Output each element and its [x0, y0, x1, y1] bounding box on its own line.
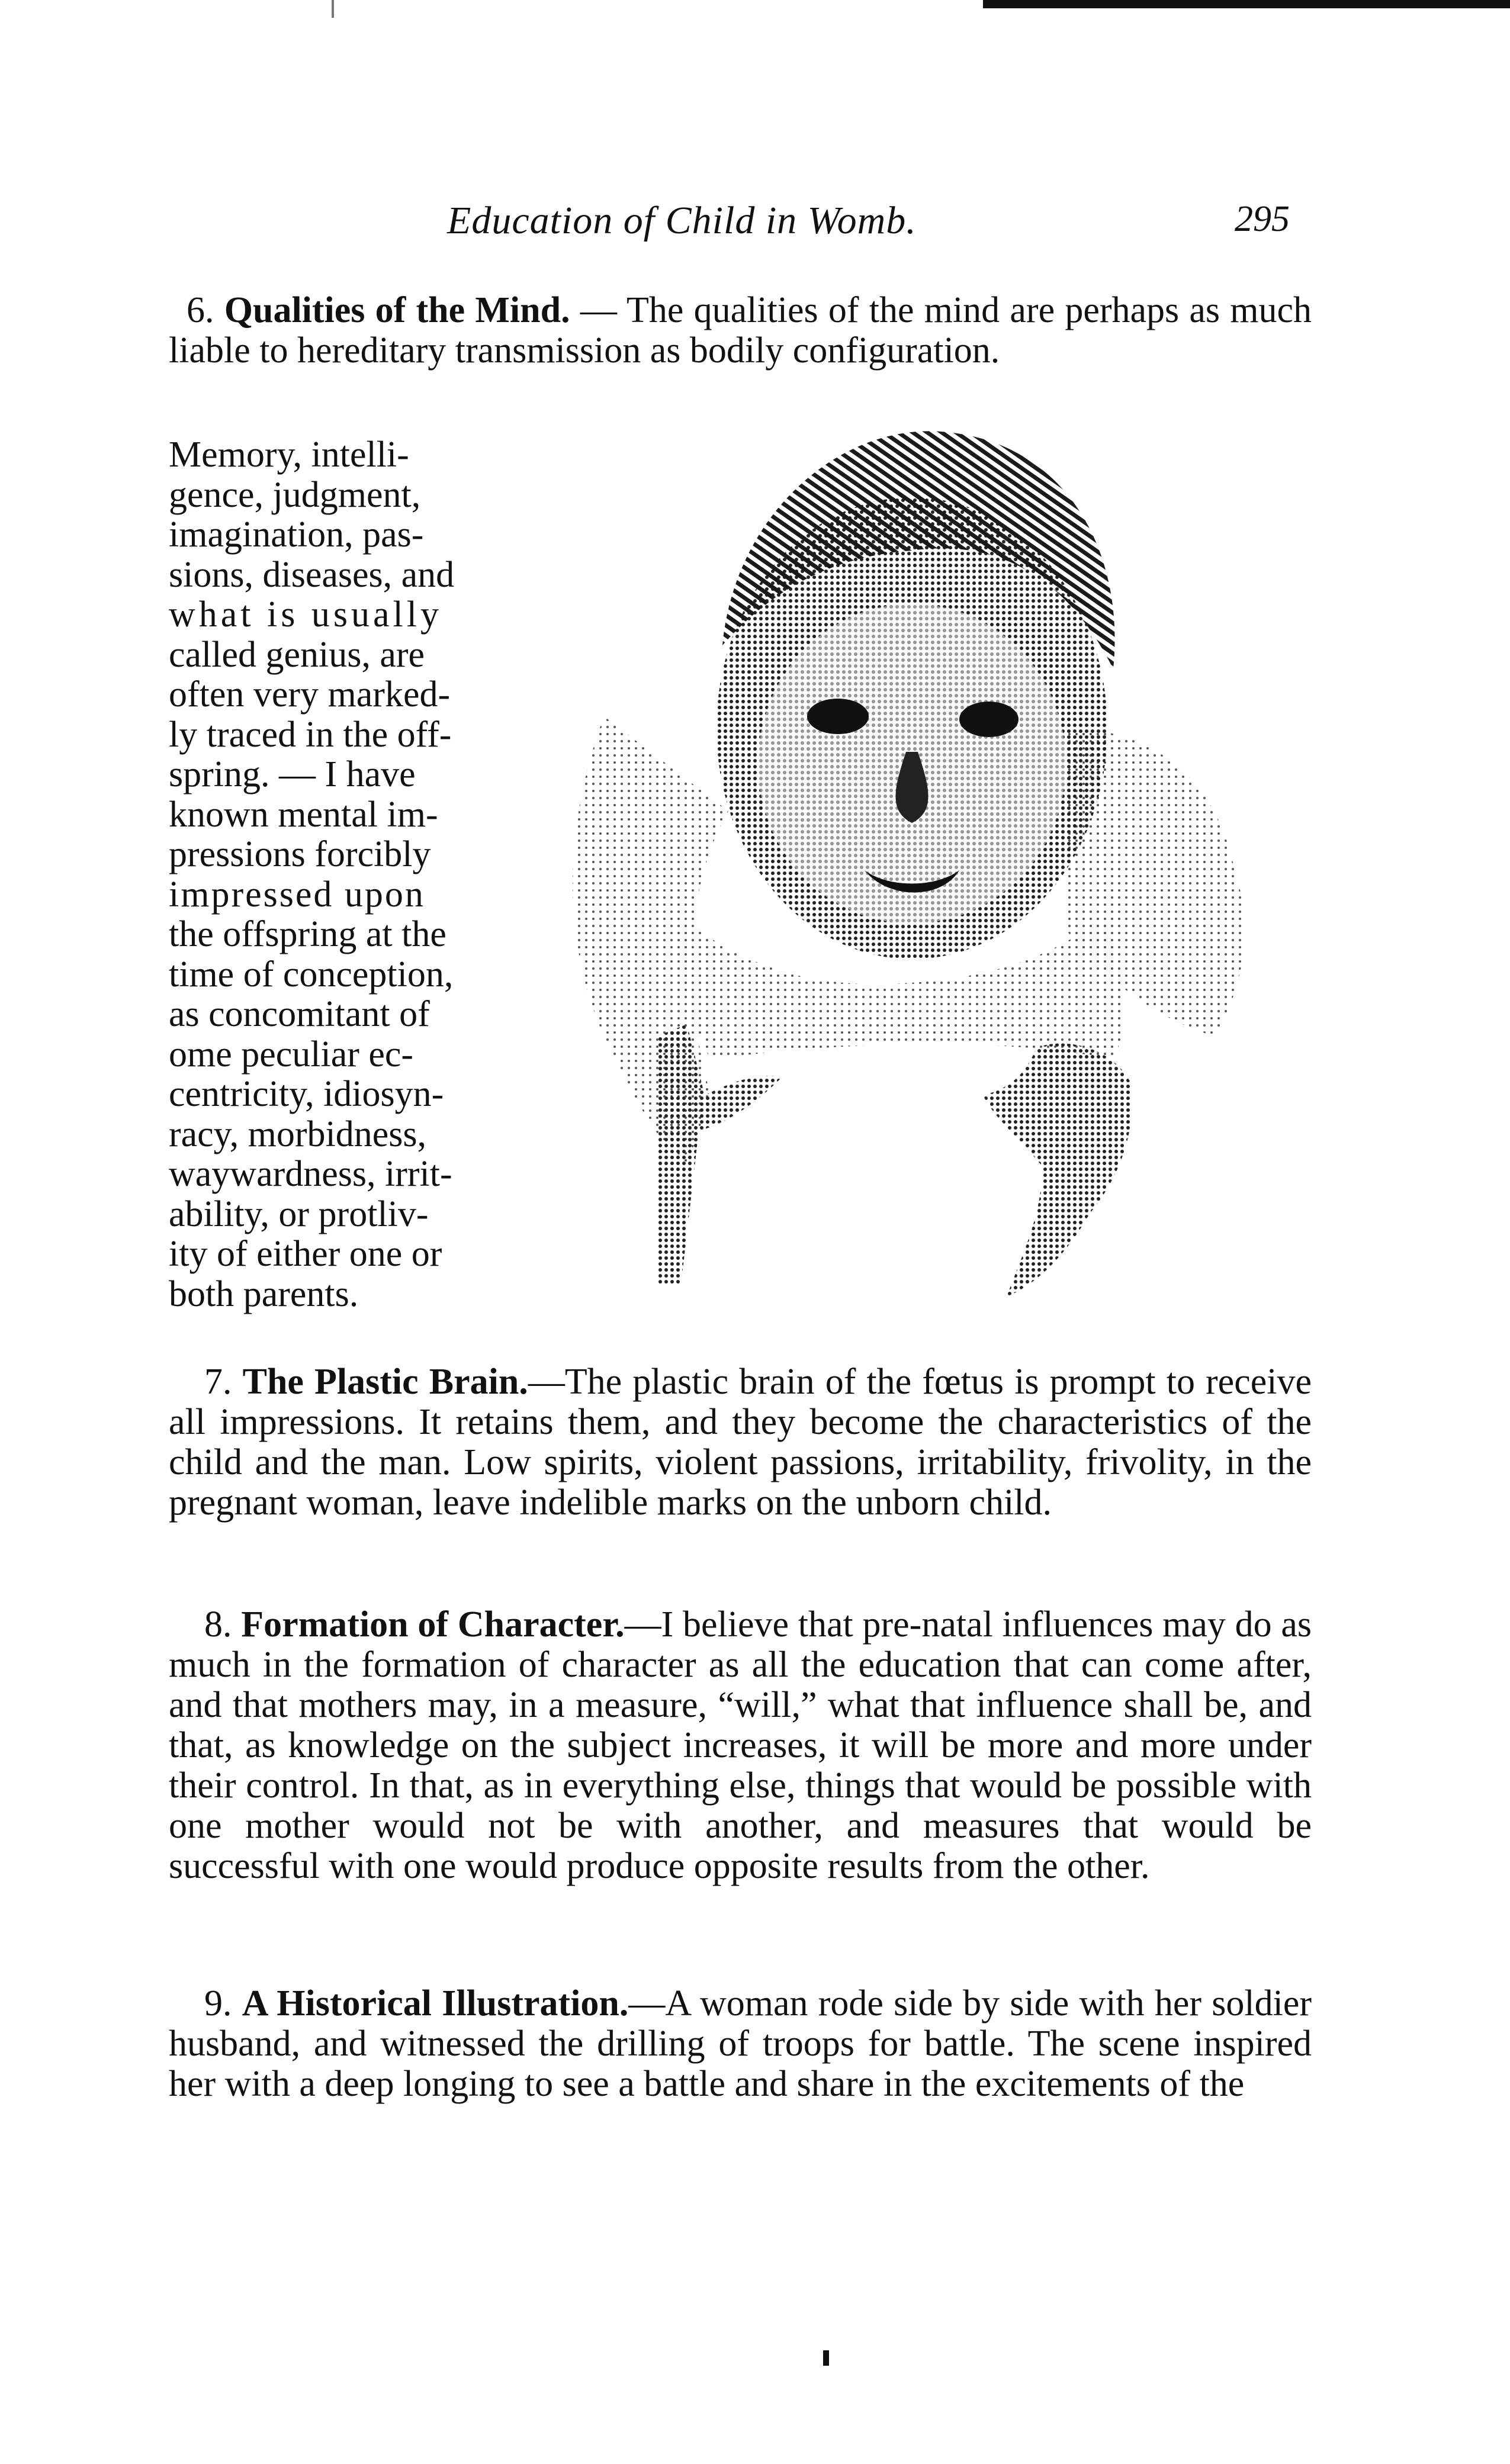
section-8-paragraph: [169, 1604, 1312, 1886]
wrap-line: ome peculiar ec-: [169, 1034, 414, 1075]
wrap-line: impressed upon: [169, 874, 425, 915]
wrap-line: waywardness, irrit-: [169, 1154, 452, 1194]
section-6-number: 6.: [187, 290, 214, 330]
section-8-heading: Formation of Character.: [241, 1604, 625, 1645]
running-title: Education of Child in Womb.: [447, 199, 917, 242]
wrap-line: as concomitant of: [169, 994, 430, 1034]
wrap-line: racy, morbidness,: [169, 1114, 427, 1154]
section-7-heading: The Plastic Brain.: [242, 1362, 528, 1402]
baby-right-eye: [959, 702, 1019, 737]
stray-print-mark: [332, 0, 334, 18]
top-rule: [983, 0, 1510, 8]
baby-portrait-illustration: [533, 397, 1291, 1320]
section-6-wrapped-paragraph: [169, 435, 536, 1314]
wrap-line: gence, judgment,: [169, 474, 421, 515]
wrap-line: often very marked-: [169, 674, 451, 715]
wrap-line: ability, or protliv-: [169, 1194, 429, 1234]
section-6-intro: [169, 290, 1312, 371]
wrap-line: sions, diseases, and: [169, 554, 455, 595]
page-header: [0, 198, 1510, 252]
section-9-paragraph: [169, 1983, 1312, 2104]
section-7-paragraph: [169, 1362, 1312, 1523]
wrap-line: called genius, are: [169, 634, 425, 675]
wrap-line: time of conception,: [169, 954, 454, 995]
wrap-line: Memory, intelli-: [169, 435, 409, 475]
section-8-body: —I believe that pre-natal influences may do as much in the formation of character as all the education that can come after, and that mothers may, in a measure, “will,” what that influence shall be, and that, as knowledge on the subject increases, it will be more and more under their control. In that, as in everything else, things that would be possible with one mother would not be with another, and measures that would be successful with one would produce opposite results from the other.: [169, 1604, 1312, 1886]
section-7-number: 7.: [204, 1362, 232, 1402]
baby-left-eye: [807, 699, 869, 734]
page-number: 295: [1235, 199, 1290, 239]
section-7-body: —The plastic brain of the fœtus is prompt to receive all impressions. It retains them, and they become the characteristics of the child and the man. Low spirits, violent passions, irritability, frivolity, in the pregnant woman, leave indelible marks on the unborn child.: [169, 1362, 1312, 1523]
section-6-heading: Qualities of the Mind.: [224, 290, 570, 330]
wrap-line: ly traced in the off-: [169, 714, 452, 755]
wrap-line: imagination, pas-: [169, 514, 424, 555]
section-9-heading: A Historical Illustration.: [242, 1983, 629, 2024]
wrap-line: the offspring at the: [169, 914, 446, 954]
wrap-line: ity of either one or: [169, 1234, 442, 1274]
section-8-number: 8.: [204, 1604, 232, 1645]
section-6-intro-text: — The qualities of the mind are perhaps as much liable to hereditary transmission as bodily configuration.: [169, 290, 1312, 371]
baby-right-hand: [983, 1044, 1132, 1297]
wrap-line: centricity, idiosyn-: [169, 1074, 444, 1114]
section-9-number: 9.: [204, 1983, 232, 2024]
stray-print-mark: [823, 2350, 829, 2366]
wrap-line: spring. — I have: [169, 754, 416, 794]
wrap-line: what is usually: [169, 594, 442, 635]
wrap-line: known mental im-: [169, 794, 438, 835]
wrap-line: pressions forcibly: [169, 834, 431, 874]
baby-left-hand: [657, 1024, 782, 1285]
wrap-line: both parents.: [169, 1273, 359, 1314]
section-9-body: —A woman rode side by side with her soldier husband, and witnessed the drilling of troops for battle. The scene inspired her with a deep longing to see a battle and share in the excitements of the: [169, 1983, 1312, 2104]
